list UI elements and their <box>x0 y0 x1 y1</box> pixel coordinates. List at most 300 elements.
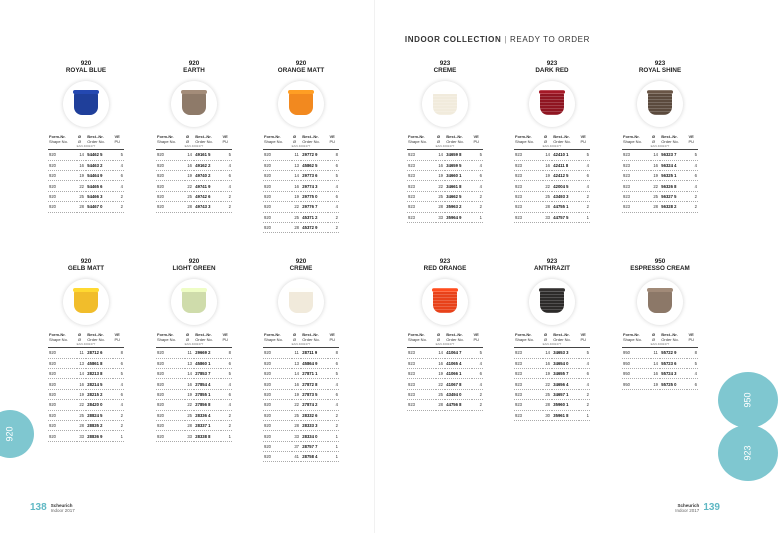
table-row <box>48 410 124 420</box>
shape-cell: 923 <box>514 202 543 212</box>
table-row <box>622 202 698 212</box>
table-row <box>48 368 124 378</box>
order-number-cell: 45864 9 <box>301 358 328 368</box>
order-number-cell: 45860 1 <box>194 358 221 368</box>
order-number-cell: 34655 7 <box>552 368 579 378</box>
order-number-cell: 55722 9 <box>660 348 687 358</box>
diameter-cell: 28 <box>436 400 445 410</box>
ean-prefix: EAN 4002477 <box>622 342 698 348</box>
ean-prefix: EAN 4002477 <box>48 342 124 348</box>
table-row <box>48 379 124 389</box>
diameter-cell: 19 <box>77 389 86 399</box>
table-row <box>407 348 483 358</box>
pack-unit-cell: 5 <box>579 348 590 358</box>
product-block <box>260 60 342 233</box>
table-row <box>407 150 483 160</box>
pack-unit-cell: 6 <box>579 170 590 180</box>
shape-cell: 920 <box>48 191 77 201</box>
order-number-cell: 27854 4 <box>194 379 221 389</box>
side-tab-923[interactable] <box>718 425 778 481</box>
order-number-cell: 43493 3 <box>552 191 579 201</box>
order-number-cell: 27873 5 <box>301 389 328 399</box>
col-order-sub: Order No. <box>553 138 571 144</box>
diameter-cell: 25 <box>436 389 445 399</box>
col-diameter: Ø <box>544 134 548 139</box>
product-name: ANTHRAZIT <box>533 265 571 272</box>
shape-cell: 923 <box>514 191 543 201</box>
col-pu-sub: PU <box>473 336 480 342</box>
table-row <box>156 348 232 358</box>
col-diameter-sub: Ø <box>78 336 82 342</box>
shape-cell: 920 <box>263 191 292 201</box>
col-order-sub: Order No. <box>195 138 213 144</box>
col-order: Best.-Nr. <box>195 332 212 337</box>
product-image[interactable] <box>529 279 575 325</box>
table-row <box>156 170 232 180</box>
table-row <box>48 191 124 201</box>
order-number-cell: 35960 1 <box>552 400 579 410</box>
footer-brand-right <box>675 503 699 513</box>
col-diameter: Ø <box>293 134 297 139</box>
product-block <box>404 258 486 411</box>
table-row <box>263 191 339 201</box>
col-form: Form-Nr. <box>157 134 174 139</box>
pack-unit-cell: 4 <box>687 160 698 170</box>
order-number-cell: 54465 6 <box>86 181 113 191</box>
product-name: ROYAL BLUE <box>65 67 107 74</box>
pot-icon <box>540 92 564 115</box>
pack-unit-cell: 4 <box>579 379 590 389</box>
diameter-cell: 25 <box>292 212 301 222</box>
order-number-cell: 28214 5 <box>86 379 113 389</box>
col-form: Form-Nr. <box>49 332 66 337</box>
order-number-cell: 34660 1 <box>445 170 472 180</box>
table-row <box>263 150 339 160</box>
pack-unit-cell: 5 <box>221 150 232 160</box>
product-image[interactable] <box>63 81 109 127</box>
diameter-cell: 28 <box>292 420 301 430</box>
pack-unit-cell: 2 <box>328 212 339 222</box>
table-row <box>263 170 339 180</box>
diameter-cell: 25 <box>651 191 660 201</box>
col-diameter: Ø <box>437 134 441 139</box>
col-order: Best.-Nr. <box>446 332 463 337</box>
pack-unit-cell: 2 <box>687 191 698 201</box>
spec-table <box>622 135 698 213</box>
shape-cell: 923 <box>407 191 436 201</box>
table-row <box>263 420 339 430</box>
shape-cell: 920 <box>48 348 77 358</box>
shape-cell: 920 <box>263 389 292 399</box>
col-diameter-sub: Ø <box>544 336 548 342</box>
product-image[interactable] <box>637 81 683 127</box>
table-row <box>407 181 483 191</box>
table-row <box>514 181 590 191</box>
pack-unit-cell: 1 <box>579 212 590 222</box>
pack-unit-cell: 2 <box>687 202 698 212</box>
order-number-cell: 56327 5 <box>660 191 687 201</box>
spec-table <box>407 333 483 411</box>
ean-prefix: EAN 4002477 <box>156 342 232 348</box>
diameter-cell: 25 <box>185 191 194 201</box>
diameter-cell: 25 <box>77 410 86 420</box>
pack-unit-cell: 4 <box>687 368 698 378</box>
col-order: Best.-Nr. <box>302 134 319 139</box>
product-image[interactable] <box>171 81 217 127</box>
product-block <box>511 60 593 223</box>
col-diameter-sub: Ø <box>652 336 656 342</box>
table-row <box>514 150 590 160</box>
pack-unit-cell: 6 <box>687 170 698 180</box>
shape-cell: 923 <box>514 368 543 378</box>
product-image[interactable] <box>529 81 575 127</box>
table-row <box>48 420 124 430</box>
side-tab-label: 950 <box>743 392 753 408</box>
col-diameter-sub: Ø <box>652 138 656 144</box>
table-row <box>407 160 483 170</box>
shape-cell: 920 <box>48 389 77 399</box>
table-row <box>407 202 483 212</box>
side-tab-920[interactable] <box>0 410 34 458</box>
product-image[interactable] <box>278 279 324 325</box>
table-row <box>156 410 232 420</box>
diameter-cell: 25 <box>543 389 552 399</box>
shape-cell: 923 <box>514 181 543 191</box>
pack-unit-cell: 4 <box>687 181 698 191</box>
pack-unit-cell: 6 <box>579 368 590 378</box>
pack-unit-cell: 4 <box>328 181 339 191</box>
col-form: Form-Nr. <box>623 332 640 337</box>
pack-unit-cell: 4 <box>472 379 483 389</box>
pack-unit-cell: 5 <box>113 150 124 160</box>
diameter-cell: 28 <box>436 202 445 212</box>
table-row <box>263 379 339 389</box>
order-number-cell: 41064 7 <box>445 348 472 358</box>
order-number-cell: 55724 3 <box>660 368 687 378</box>
shape-cell: 950 <box>622 358 651 368</box>
col-form-sub: Shape No. <box>157 336 176 342</box>
col-pu-sub: PU <box>222 138 229 144</box>
product-image[interactable] <box>63 279 109 325</box>
table-row <box>263 441 339 451</box>
shape-number: 923 <box>439 258 451 265</box>
product-block <box>404 60 486 223</box>
order-number-cell: 45371 2 <box>301 212 328 222</box>
order-number-cell: 28213 8 <box>86 368 113 378</box>
brand-name: Scheurich <box>50 502 73 508</box>
page-number-left: 138 <box>30 502 47 513</box>
order-number-cell: 54463 2 <box>86 160 113 170</box>
pack-unit-cell: 2 <box>579 389 590 399</box>
shape-cell: 920 <box>263 410 292 420</box>
table-row <box>263 212 339 222</box>
table-row <box>514 410 590 420</box>
table-row <box>156 191 232 201</box>
diameter-cell: 22 <box>77 400 86 410</box>
diameter-cell: 14 <box>543 150 552 160</box>
shape-cell: 923 <box>622 191 651 201</box>
footer-brand-left <box>51 503 75 513</box>
diameter-cell: 25 <box>436 191 445 201</box>
table-row <box>263 400 339 410</box>
table-row <box>263 410 339 420</box>
pack-unit-cell: 6 <box>472 170 483 180</box>
diameter-cell: 25 <box>185 410 194 420</box>
table-row <box>514 170 590 180</box>
order-number-cell: 27871 1 <box>301 368 328 378</box>
table-row <box>622 379 698 389</box>
diameter-cell: 16 <box>543 358 552 368</box>
collection-title: INDOOR COLLECTION <box>404 35 502 44</box>
shape-cell: 920 <box>156 420 185 430</box>
pack-unit-cell: 6 <box>328 191 339 201</box>
order-number-cell: 55723 6 <box>660 358 687 368</box>
order-number-cell: 49743 3 <box>194 202 221 212</box>
col-pu: VE <box>222 332 228 337</box>
order-number-cell: 29669 2 <box>194 348 221 358</box>
pot-icon <box>648 290 672 313</box>
table-row <box>156 379 232 389</box>
spec-table <box>156 135 232 213</box>
col-order-sub: Order No. <box>302 138 320 144</box>
col-order-sub: Order No. <box>553 336 571 342</box>
pack-unit-cell: 5 <box>687 150 698 160</box>
pack-unit-cell: 6 <box>221 389 232 399</box>
shape-number: 920 <box>80 258 92 265</box>
order-number-cell: 54467 0 <box>86 202 113 212</box>
pot-icon <box>289 92 313 115</box>
shape-cell: 920 <box>263 379 292 389</box>
pack-unit-cell: 6 <box>328 358 339 368</box>
pack-unit-cell: 6 <box>328 389 339 399</box>
pot-icon <box>74 290 98 313</box>
order-number-cell: 54462 5 <box>86 150 113 160</box>
col-pu: VE <box>114 134 120 139</box>
order-number-cell: 42411 8 <box>552 160 579 170</box>
pack-unit-cell: 1 <box>328 452 339 462</box>
shape-cell: 920 <box>156 170 185 180</box>
footer-right <box>675 502 720 513</box>
shape-cell: 923 <box>407 368 436 378</box>
diameter-cell: 14 <box>185 150 194 160</box>
shape-cell: 920 <box>263 222 292 232</box>
col-diameter-sub: Ø <box>293 138 297 144</box>
product-name: CREME <box>289 265 313 272</box>
shape-cell: 923 <box>514 410 543 420</box>
table-row <box>514 389 590 399</box>
shape-number: 920 <box>188 258 200 265</box>
table-row <box>514 348 590 358</box>
diameter-cell: 19 <box>651 379 660 389</box>
col-pu-sub: PU <box>580 138 587 144</box>
diameter-cell: 13 <box>77 358 86 368</box>
diameter-cell: 11 <box>292 348 301 358</box>
order-number-cell: 43494 0 <box>445 389 472 399</box>
col-form-sub: Shape No. <box>49 336 68 342</box>
side-tab-label: 923 <box>743 445 753 461</box>
table-row <box>407 358 483 368</box>
shape-cell: 950 <box>622 368 651 378</box>
diameter-cell: 16 <box>436 358 445 368</box>
collection-header <box>405 35 590 44</box>
product-name: RED ORANGE <box>423 265 467 272</box>
pot-icon <box>182 92 206 115</box>
product-name: ROYAL SHINE <box>638 67 682 74</box>
col-diameter: Ø <box>293 332 297 337</box>
table-row <box>263 389 339 399</box>
pack-unit-cell: 6 <box>113 389 124 399</box>
spec-table <box>622 333 698 390</box>
pack-unit-cell: 5 <box>687 358 698 368</box>
col-form-sub: Shape No. <box>49 138 68 144</box>
diameter-cell: 28 <box>651 202 660 212</box>
pack-unit-cell: 1 <box>328 441 339 451</box>
col-pu: VE <box>222 134 228 139</box>
pack-unit-cell: 8 <box>113 348 124 358</box>
shape-number: 920 <box>295 258 307 265</box>
pot-icon <box>433 290 457 313</box>
order-number-cell: 34654 0 <box>552 358 579 368</box>
col-form: Form-Nr. <box>264 332 281 337</box>
product-image[interactable] <box>422 279 468 325</box>
order-number-cell: 49161 5 <box>194 150 221 160</box>
col-diameter: Ø <box>78 332 82 337</box>
order-number-cell: 56328 2 <box>660 202 687 212</box>
order-number-cell: 44757 5 <box>552 212 579 222</box>
diameter-cell: 16 <box>292 379 301 389</box>
pack-unit-cell: 5 <box>113 368 124 378</box>
pack-unit-cell: 5 <box>472 348 483 358</box>
shape-cell: 920 <box>156 181 185 191</box>
pack-unit-cell: 5 <box>328 170 339 180</box>
pack-unit-cell: 4 <box>113 160 124 170</box>
col-pu: VE <box>329 134 335 139</box>
shape-number: 923 <box>654 60 666 67</box>
product-image[interactable] <box>422 81 468 127</box>
pot-icon <box>648 92 672 115</box>
pack-unit-cell: 6 <box>113 170 124 180</box>
shape-cell: 923 <box>407 202 436 212</box>
col-order-sub: Order No. <box>446 138 464 144</box>
order-number-cell: 27872 8 <box>301 379 328 389</box>
shape-cell: 923 <box>514 379 543 389</box>
col-pu: VE <box>114 332 120 337</box>
diameter-cell: 37 <box>292 441 301 451</box>
col-form-sub: Shape No. <box>623 336 642 342</box>
ean-prefix: EAN 4002477 <box>407 342 483 348</box>
collection-subtitle: READY TO ORDER <box>510 35 590 44</box>
shape-cell: 920 <box>48 160 77 170</box>
product-image[interactable] <box>637 279 683 325</box>
footer-left <box>30 502 75 513</box>
order-number-cell: 44755 1 <box>552 202 579 212</box>
order-number-cell: 49742 6 <box>194 191 221 201</box>
shape-cell: 920 <box>156 379 185 389</box>
shape-cell: 923 <box>514 160 543 170</box>
col-form-sub: Shape No. <box>264 336 283 342</box>
col-order: Best.-Nr. <box>195 134 212 139</box>
diameter-cell: 19 <box>77 170 86 180</box>
shape-cell: 920 <box>48 150 77 160</box>
diameter-cell: 25 <box>292 410 301 420</box>
diameter-cell: 22 <box>77 181 86 191</box>
spec-table <box>156 333 232 442</box>
table-row <box>622 348 698 358</box>
pack-unit-cell: 4 <box>221 160 232 170</box>
spec-table <box>407 135 483 223</box>
table-row <box>263 160 339 170</box>
pack-unit-cell: 1 <box>221 431 232 441</box>
product-image[interactable] <box>278 81 324 127</box>
col-order: Best.-Nr. <box>661 134 678 139</box>
col-pu: VE <box>580 134 586 139</box>
pack-unit-cell: 4 <box>221 400 232 410</box>
product-name: GELB MATT <box>67 265 105 272</box>
table-row <box>263 452 339 462</box>
col-diameter: Ø <box>78 134 82 139</box>
header-separator: | <box>504 35 508 44</box>
order-number-cell: 28332 6 <box>301 410 328 420</box>
ean-prefix: EAN 4002477 <box>622 144 698 150</box>
shape-cell: 920 <box>48 379 77 389</box>
order-number-cell: 42004 5 <box>552 181 579 191</box>
page-number-right: 139 <box>703 502 720 513</box>
table-row <box>514 212 590 222</box>
diameter-cell: 14 <box>77 150 86 160</box>
col-form: Form-Nr. <box>515 332 532 337</box>
diameter-cell: 13 <box>185 358 194 368</box>
order-number-cell: 49740 2 <box>194 170 221 180</box>
order-number-cell: 34662 5 <box>445 191 472 201</box>
col-form: Form-Nr. <box>515 134 532 139</box>
pack-unit-cell: 4 <box>328 400 339 410</box>
diameter-cell: 33 <box>77 431 86 441</box>
order-number-cell: 56325 1 <box>660 170 687 180</box>
order-number-cell: 44756 8 <box>445 400 472 410</box>
diameter-cell: 16 <box>436 160 445 170</box>
diameter-cell: 30 <box>543 410 552 420</box>
table-row <box>622 150 698 160</box>
table-row <box>622 170 698 180</box>
shape-cell: 923 <box>407 389 436 399</box>
pack-unit-cell: 6 <box>328 160 339 170</box>
pack-unit-cell: 2 <box>113 410 124 420</box>
shape-cell: 920 <box>156 431 185 441</box>
order-number-cell: 28712 6 <box>86 348 113 358</box>
shape-cell: 920 <box>48 400 77 410</box>
order-number-cell: 35964 9 <box>445 212 472 222</box>
table-row <box>514 368 590 378</box>
order-number-cell: 28836 9 <box>86 431 113 441</box>
pack-unit-cell: 2 <box>221 191 232 201</box>
order-number-cell: 34661 8 <box>445 181 472 191</box>
pack-unit-cell: 2 <box>472 202 483 212</box>
page-divider <box>374 0 375 533</box>
product-name: DARK RED <box>535 67 569 74</box>
diameter-cell: 41 <box>292 452 301 462</box>
diameter-cell: 19 <box>185 170 194 180</box>
table-row <box>156 181 232 191</box>
table-row <box>622 191 698 201</box>
col-diameter-sub: Ø <box>186 138 190 144</box>
diameter-cell: 16 <box>77 379 86 389</box>
side-tab-950[interactable] <box>718 372 778 428</box>
product-image[interactable] <box>171 279 217 325</box>
pack-unit-cell: 2 <box>328 222 339 232</box>
shape-cell: 923 <box>407 181 436 191</box>
order-number-cell: 29776 7 <box>301 202 328 212</box>
col-pu-sub: PU <box>473 138 480 144</box>
